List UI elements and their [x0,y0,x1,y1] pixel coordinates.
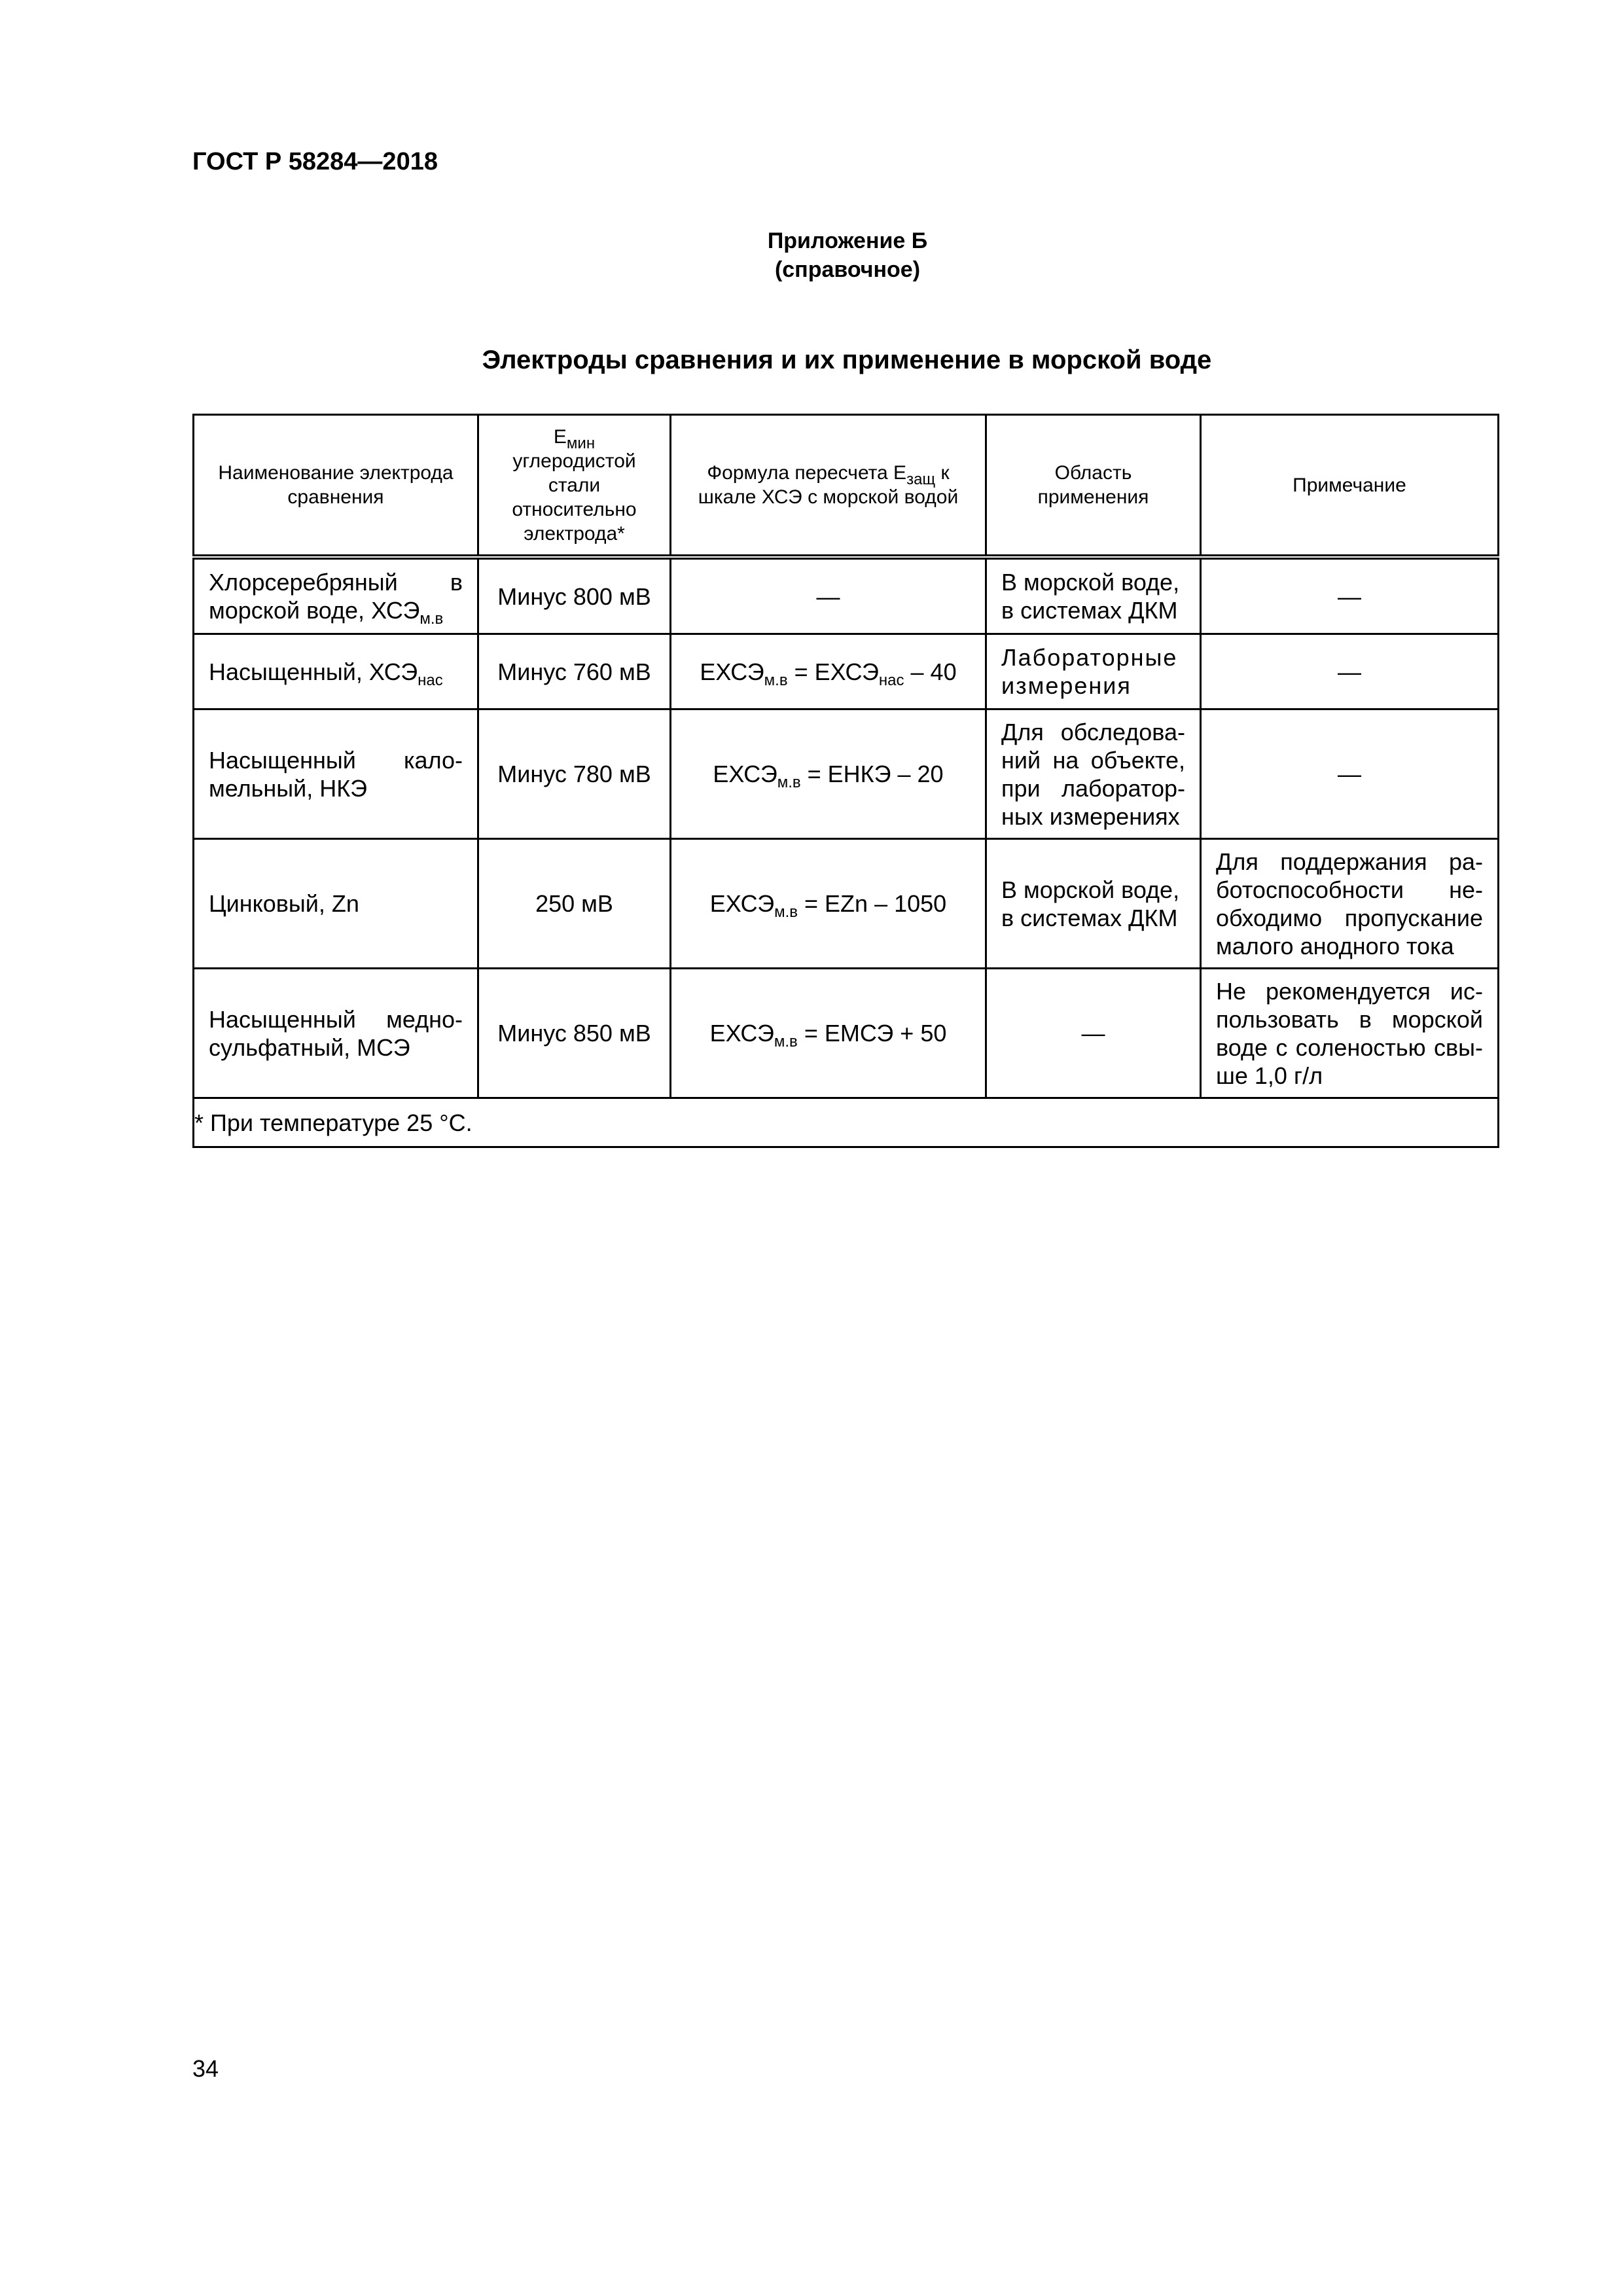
cell-area: В морской воде, в системах ДКМ [986,557,1201,634]
cell-emin: Минус 800 мВ [478,557,671,634]
table-footnote: * При температуре 25 °С. [194,1098,1499,1147]
col-header-note: Примечание [1201,415,1499,558]
cell-name: Насыщенный кало-мельный, НКЭ [194,709,478,839]
col-header-name: Наименование электрода сравнения [194,415,478,558]
cell-name: Насыщенный, $ХСЭ_{нас}$ [194,634,478,709]
cell-emin: Минус 760 мВ [478,634,671,709]
cell-emin: 250 мВ [478,839,671,969]
table-row [194,557,1499,634]
table-row [194,709,1499,839]
table-row [194,969,1499,1098]
cell-formula: $EХСЭ_{м.в}$ = EМСЭ + 50 [671,969,986,1098]
table-row [194,839,1499,969]
cell-area: Лабораторные измерения [986,634,1201,709]
col-header-emin: $Е_{мин}$ углеродистой стали относительно электрода* [478,415,671,558]
annex-heading [0,226,1623,284]
cell-area: Для обследова-ний на объекте, при лаборатор-ных измерениях [986,709,1201,839]
cell-formula: — [671,557,986,634]
cell-area: В морской воде, в системах ДКМ [986,839,1201,969]
cell-area: — [986,969,1201,1098]
table-header-row [194,415,1499,558]
cell-note: — [1201,557,1499,634]
cell-name: Цинковый, Zn [194,839,478,969]
cell-name: Насыщенный медно-сульфатный, МСЭ [194,969,478,1098]
cell-formula: $EХСЭ_{м.в}$ = EZn – 1050 [671,839,986,969]
cell-formula: $EХСЭ_{м.в}$ = EНКЭ – 20 [671,709,986,839]
cell-note: Не рекомендуется ис-пользовать в морской воде с соленостью свы-ше 1,0 г/л [1201,969,1499,1098]
cell-name: Хлорсеребряный в морской воде, $ХСЭ_{м.в}$ [194,557,478,634]
cell-emin: Минус 780 мВ [478,709,671,839]
cell-emin: Минус 850 мВ [478,969,671,1098]
annex-kind: (справочное) [774,257,921,282]
cell-note: — [1201,709,1499,839]
electrodes-table [192,414,1499,1148]
cell-note: — [1201,634,1499,709]
table-title: Электроды сравнения и их применение в морской воде [482,346,1212,374]
cell-formula: $EХСЭ_{м.в}$ = $EХСЭ_{нас} - 40$ [671,634,986,709]
col-header-area: Область применения [986,415,1201,558]
col-header-formula: Формула пересчета $Е_{защ}$ к шкале ХСЭ с морской водой [671,415,986,558]
annex-title: Приложение Б [767,228,928,253]
table-footnote-row [194,1098,1499,1147]
cell-note: Для поддержания ра-ботоспособности не-обходимо пропускание малого анодного тока [1201,839,1499,969]
table-row [194,634,1499,709]
page-number: 34 [192,2055,219,2082]
document-code: ГОСТ Р 58284—2018 [192,148,438,175]
